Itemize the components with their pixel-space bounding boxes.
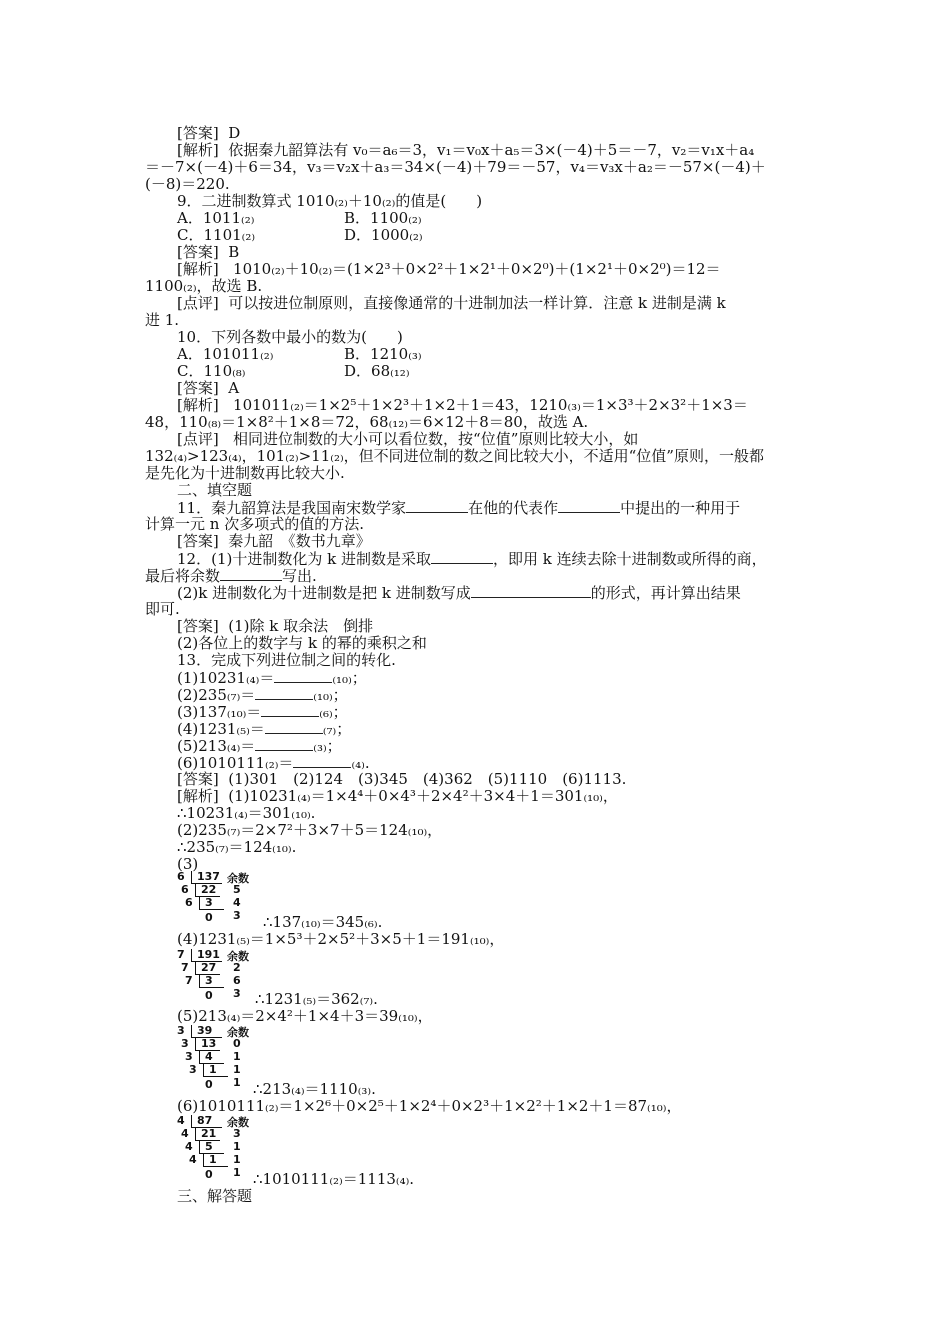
- quotient-value: 3: [205, 974, 213, 987]
- q13-analysis-line-1: [177, 788, 618, 805]
- quotient-value: 191: [197, 948, 220, 961]
- q13-item-text: (2)235₍₇₎＝: [177, 686, 256, 704]
- fill-blank[interactable]: [431, 550, 493, 564]
- q9-answer-line: [177, 244, 239, 261]
- q13-item-4: [177, 720, 351, 738]
- comment-text: 可以按进位制原则，直接像通常的十进制加法一样计算．注意 k 进制是满 k: [228, 294, 726, 312]
- quotient-value: 0: [205, 1078, 213, 1091]
- q9-option-a: A．1011₍₂₎: [177, 209, 255, 227]
- divisor-digit: 4: [181, 1127, 189, 1140]
- q13-item-text: (6)1010111₍₂₎＝: [177, 754, 294, 772]
- answer-label: [答案]: [177, 379, 219, 397]
- fill-blank[interactable]: [255, 737, 313, 751]
- q13-item-1: [177, 669, 367, 687]
- q9-stem: 9．二进制数算式 1010₍₂₎＋10₍₂₎的值是( ): [177, 192, 483, 210]
- q13-analysis-result-5: ∴213₍₄₎＝1110₍₃₎.: [253, 1080, 376, 1098]
- q10-answer-line: [177, 380, 239, 397]
- remainder-value: 1: [233, 1153, 241, 1166]
- remainder-value: 4: [233, 896, 241, 909]
- q12-stem-part: 最后将余数: [145, 567, 221, 585]
- answer-label: [答案]: [177, 124, 219, 142]
- q12-stem-line-4: 即可.: [145, 600, 180, 618]
- q13-item-5: [177, 737, 342, 755]
- q9-comment-line-1: [177, 295, 726, 312]
- remainder-value: 6: [233, 974, 241, 987]
- quotient-value: 1: [209, 1063, 217, 1076]
- divisor-digit: 6: [177, 870, 185, 883]
- q12-stem-line-1: [177, 550, 767, 568]
- section-heading-fill-in: 二、填空题: [177, 481, 253, 499]
- q13-analysis-line-5: (5)213₍₄₎＝2×4²＋1×4＋3＝39₍₁₀₎，: [177, 1007, 433, 1025]
- answer-label: [答案]: [177, 532, 219, 550]
- divisor-digit: 4: [185, 1140, 193, 1153]
- q13-analysis-result-4: ∴1231₍₅₎＝362₍₇₎.: [255, 990, 378, 1008]
- remainder-value: 5: [233, 883, 241, 896]
- remainder-value: 0: [233, 1037, 241, 1050]
- q9-analysis-line-1: [177, 261, 721, 278]
- division-bracket: [203, 1064, 228, 1077]
- remainder-value: 3: [233, 909, 241, 922]
- quotient-value: 137: [197, 870, 220, 883]
- answer-value: B: [228, 243, 240, 261]
- q9-option-c: C．1101₍₂₎: [177, 226, 256, 244]
- remainder-value: 1: [233, 1063, 241, 1076]
- q12-answer-line-1: [177, 618, 373, 635]
- divisor-digit: 7: [177, 948, 185, 961]
- q13-item-2: [177, 686, 348, 704]
- divisor-digit: 3: [177, 1024, 185, 1037]
- q13-item-text: (5)213₍₄₎＝: [177, 737, 256, 755]
- q10-comment-line-2: 132₍₄₎>123₍₄₎，101₍₂₎>11₍₂₎，但不同进位制的数之间比较大小，不适用“位值”原则，一般都: [145, 447, 764, 465]
- q13-item-text: (4)1231₍₅₎＝: [177, 720, 265, 738]
- remainder-value: 1: [233, 1140, 241, 1153]
- q10-analysis-line-2: 48，110₍₈₎＝1×8²＋1×8＝72，68₍₁₂₎＝6×12＋8＝80，故选 A.: [145, 413, 589, 431]
- q13-analysis-line-3: (3): [177, 855, 199, 873]
- answer-value: 秦九韶 《数书九章》: [228, 532, 371, 550]
- q12-stem-part: ，即用 k 连续去除十进制数或所得的商，: [492, 550, 767, 568]
- q12-answer-line-2: (2)各位上的数字与 k 的幂的乘积之和: [177, 634, 427, 652]
- division-bracket: [199, 897, 224, 910]
- divisor-digit: 3: [185, 1050, 193, 1063]
- remainder-value: 3: [233, 1127, 241, 1140]
- short-division-diagram: [177, 1024, 257, 1096]
- q9-option-b: B．1100₍₂₎: [344, 209, 422, 227]
- q10-stem: 10．下列各数中最小的数为( ): [177, 328, 403, 346]
- q13-item-base: ₍₄₎.: [351, 754, 370, 772]
- remainder-header: 余数: [227, 950, 249, 963]
- answer-value: (1)301 (2)124 (3)345 (4)362 (5)1110 (6)1113.: [228, 770, 627, 788]
- remainder-header: 余数: [227, 872, 249, 885]
- q8-answer-line: [177, 125, 240, 142]
- fill-blank[interactable]: [558, 499, 620, 513]
- q13-analysis-line-6: (6)1010111₍₂₎＝1×2⁶＋0×2⁵＋1×2⁴＋0×2³＋1×2²＋1×2＋1＝87₍₁₀₎，: [177, 1097, 682, 1115]
- analysis-text: (1)10231₍₄₎＝1×4⁴＋0×4³＋2×4²＋3×4＋1＝301₍₁₀₎，: [228, 787, 618, 805]
- q12-stem-line-2: [145, 567, 317, 585]
- quotient-value: 0: [205, 989, 213, 1002]
- division-bracket: [199, 975, 224, 988]
- q12-stem-part: 12．(1)十进制数化为 k 进制数是采取: [177, 550, 431, 568]
- quotient-value: 22: [201, 883, 217, 896]
- answer-value: D: [228, 124, 241, 142]
- quotient-value: 0: [205, 1168, 213, 1181]
- q8-analysis-line-2: ＝－7×(－4)＋6＝34，v₃＝v₂x＋a₃＝34×(－4)＋79＝－57，v₄＝v₃x＋a₂＝－57×(－4)＋: [145, 158, 766, 176]
- q9-option-d: D．1000₍₂₎: [344, 226, 423, 244]
- remainder-value: 1: [233, 1166, 241, 1179]
- divisor-digit: 3: [189, 1063, 197, 1076]
- analysis-text: 1010₍₂₎＋10₍₂₎＝(1×2³＋0×2²＋1×2¹＋0×2⁰)＋(1×2¹＋0×2⁰)＝12＝: [233, 260, 721, 278]
- q13-analysis-result-3: ∴137₍₁₀₎＝345₍₆₎.: [263, 913, 383, 931]
- fill-blank[interactable]: [274, 669, 332, 683]
- q13-analysis-result-2: ∴235₍₇₎＝124₍₁₀₎.: [177, 838, 297, 856]
- q10-comment-line-3: 是先化为十进制数再比较大小.: [145, 464, 345, 482]
- q13-item-base: ₍₃₎；: [313, 737, 342, 755]
- answer-label: [答案]: [177, 617, 219, 635]
- fill-blank[interactable]: [255, 686, 313, 700]
- short-division-diagram: [177, 948, 257, 1008]
- fill-blank[interactable]: [471, 584, 591, 598]
- quotient-value: 3: [205, 896, 213, 909]
- remainder-header: 余数: [227, 1026, 249, 1039]
- q8-analysis-line-3: (－8)＝220.: [145, 175, 230, 193]
- remainder-value: 2: [233, 961, 241, 974]
- q13-item-base: ₍₁₀₎；: [332, 669, 367, 687]
- quotient-value: 5: [205, 1140, 213, 1153]
- analysis-text: 依据秦九韶算法有 v₀＝a₆＝3，v₁＝v₀x＋a₅＝3×(－4)＋5＝－7，v₂＝v₁x＋a₄: [228, 141, 755, 159]
- q10-option-a: A．101011₍₂₎: [177, 345, 274, 363]
- division-bracket: [203, 1154, 228, 1167]
- q13-item-base: ₍₆₎；: [319, 703, 348, 721]
- answer-label: [答案]: [177, 770, 219, 788]
- q11-stem-part: 中提出的一种用于: [620, 499, 741, 517]
- q12-stem-part: (2)k 进制数化为十进制数是把 k 进制数写成: [177, 584, 471, 602]
- analysis-label: [解析]: [177, 141, 219, 159]
- fill-blank[interactable]: [261, 703, 319, 717]
- divisor-digit: 6: [181, 883, 189, 896]
- q13-analysis-line-4: (4)1231₍₅₎＝1×5³＋2×5²＋3×5＋1＝191₍₁₀₎，: [177, 930, 505, 948]
- answer-label: [答案]: [177, 243, 219, 261]
- comment-text: 相同进位制数的大小可以看位数，按“位值”原则比较大小，如: [233, 430, 639, 448]
- quotient-value: 27: [201, 961, 217, 974]
- q11-stem-part: 11．秦九韶算法是我国南宋数学家: [177, 499, 407, 517]
- q10-comment-line-1: [177, 431, 638, 448]
- fill-blank[interactable]: [293, 754, 351, 768]
- comment-label: [点评]: [177, 294, 219, 312]
- q9-analysis-line-2: 1100₍₂₎，故选 B.: [145, 277, 263, 295]
- analysis-text: 101011₍₂₎＝1×2⁵＋1×2³＋1×2＋1＝43，1210₍₃₎＝1×3³＋2×3²＋1×3＝: [233, 396, 748, 414]
- quotient-value: 13: [201, 1037, 217, 1050]
- q13-stem: 13．完成下列进位制之间的转化.: [177, 651, 396, 669]
- q11-answer-line: [177, 533, 371, 550]
- analysis-label: [解析]: [177, 260, 219, 278]
- analysis-label: [解析]: [177, 787, 219, 805]
- answer-value: A: [228, 379, 240, 397]
- q12-stem-part: 的形式，再计算出结果: [590, 584, 741, 602]
- quotient-value: 0: [205, 911, 213, 924]
- q8-analysis-line-1: [177, 142, 754, 159]
- quotient-value: 1: [209, 1153, 217, 1166]
- q13-item-text: (1)10231₍₄₎＝: [177, 669, 275, 687]
- quotient-value: 4: [205, 1050, 213, 1063]
- remainder-value: 1: [233, 1076, 241, 1089]
- divisor-digit: 6: [185, 896, 193, 909]
- quotient-value: 21: [201, 1127, 217, 1140]
- q13-item-base: ₍₁₀₎；: [313, 686, 348, 704]
- q10-analysis-line-1: [177, 397, 748, 414]
- q13-answer-line: [177, 771, 626, 788]
- fill-blank[interactable]: [406, 499, 468, 513]
- q12-stem-line-3: [177, 584, 741, 602]
- divisor-digit: 4: [189, 1153, 197, 1166]
- divisor-digit: 4: [177, 1114, 185, 1127]
- fill-blank[interactable]: [265, 720, 323, 734]
- q10-option-d: D．68₍₁₂₎: [344, 362, 410, 380]
- q13-analysis-result-1: ∴10231₍₄₎＝301₍₁₀₎.: [177, 804, 316, 822]
- q13-analysis-result-6: ∴1010111₍₂₎＝1113₍₄₎.: [253, 1170, 415, 1188]
- q10-option-b: B．1210₍₃₎: [344, 345, 422, 363]
- divisor-digit: 7: [185, 974, 193, 987]
- q11-stem-line-2: 计算一元 n 次多项式的值的方法.: [145, 515, 364, 533]
- answer-value: (1)除 k 取余法 倒排: [228, 617, 374, 635]
- remainder-value: 3: [233, 987, 241, 1000]
- q11-stem-part: 在他的代表作: [468, 499, 559, 517]
- q9-comment-line-2: 进 1.: [145, 311, 180, 329]
- short-division-diagram: [177, 870, 257, 930]
- q13-item-base: ₍₇₎；: [322, 720, 352, 738]
- q10-option-c: C．110₍₈₎: [177, 362, 246, 380]
- q13-item-text: (3)137₍₁₀₎＝: [177, 703, 262, 721]
- q13-analysis-line-2: (2)235₍₇₎＝2×7²＋3×7＋5＝124₍₁₀₎，: [177, 821, 443, 839]
- remainder-header: 余数: [227, 1116, 249, 1129]
- divisor-digit: 7: [181, 961, 189, 974]
- analysis-label: [解析]: [177, 396, 219, 414]
- quotient-value: 39: [197, 1024, 213, 1037]
- divisor-digit: 3: [181, 1037, 189, 1050]
- q13-item-3: [177, 703, 348, 721]
- remainder-value: 1: [233, 1050, 241, 1063]
- comment-label: [点评]: [177, 430, 219, 448]
- q12-stem-part: 写出.: [282, 567, 317, 585]
- quotient-value: 87: [197, 1114, 213, 1127]
- short-division-diagram: [177, 1114, 257, 1186]
- section-heading-answer: 三、解答题: [177, 1187, 253, 1205]
- fill-blank[interactable]: [220, 567, 282, 581]
